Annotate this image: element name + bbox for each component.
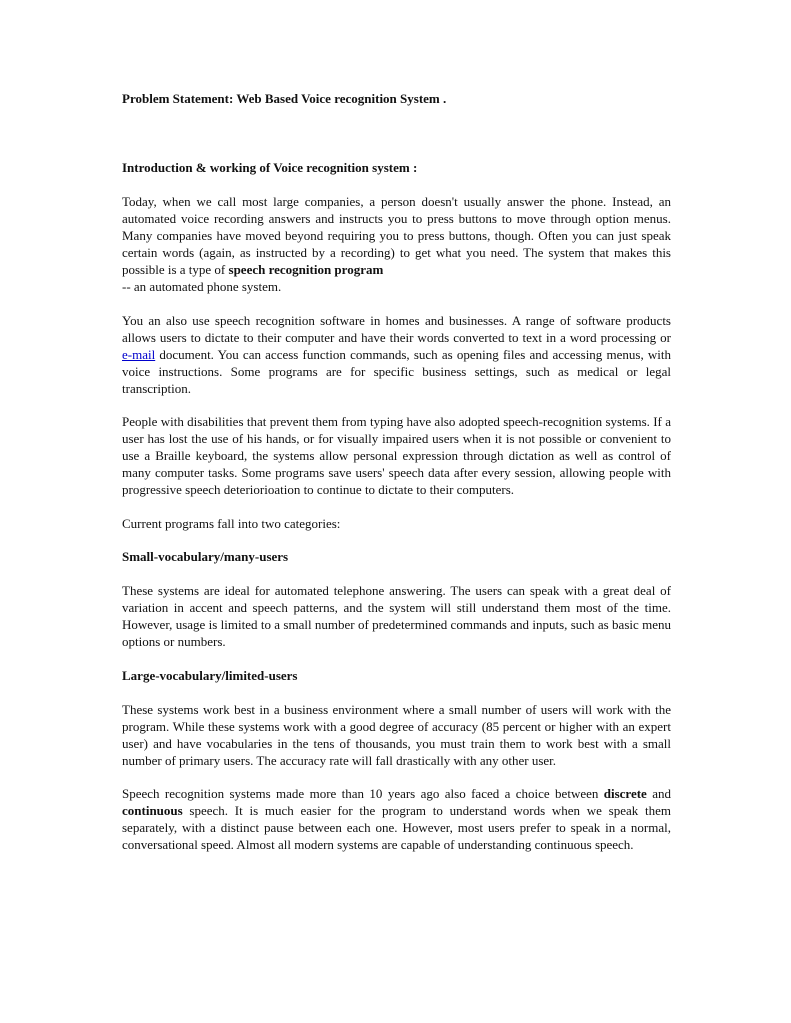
paragraph-automated-phone — [122, 193, 671, 295]
p7-mid: and — [646, 786, 671, 801]
p7-bold-continuous: continuous — [122, 803, 183, 818]
paragraph-disabilities: People with disabilities that prevent them from typing have also adopted speech-recognition systems. If a user has lost the use of his hands, or for visually impaired users when it is not possible or convenient to use a Braille keyboard, the systems allow personal expression through dictation as well as control of many computer tasks. Some programs save users' speech data after every session, allowing people with progressive speech deteriorioation to continue to dictate to their computers. — [122, 414, 671, 497]
p2-after: document. You can access function commands, such as opening files and accessing menus, with voice instructions. Some programs are for specific business settings, such as medical or legal transcription. — [122, 346, 671, 396]
heading-small-vocabulary: Small-vocabulary/many-users — [122, 549, 289, 564]
email-link[interactable]: e-mail — [122, 346, 156, 362]
document-page — [122, 90, 671, 870]
paragraph-discrete-continuous — [122, 785, 671, 853]
p7-after: speech. It is much easier for the program to understand words when we speak them separately, with a distinct pause between each one. However, most users prefer to speak in a normal, conversational speed. Almost all modern systems are capable of understanding continuous speech. — [122, 803, 671, 852]
p1-text: Today, when we call most large companies, a person doesn't usually answer the phone. Instead, an automated voice recording answers and instructs you to press buttons to move through option menus. Many companies have moved beyond requiring you to press buttons, though. Often you can just speak certain words (again, as instructed by a recording) to get what you need. The system that makes this possible is a type of — [122, 194, 671, 277]
paragraph-software-use — [122, 312, 671, 397]
paragraph-large-vocabulary: These systems work best in a business environment where a small number of users will work with the program. While these systems work with a good degree of accuracy (85 percent or higher with an expert user) and have vocabularies in the tens of thousands, you must train them to work best with a small number of primary users. The accuracy rate will fall drastically with any other user. — [122, 701, 671, 768]
intro-heading: Introduction & working of Voice recognition system : — [122, 160, 418, 175]
p2-before: You an also use speech recognition software in homes and businesses. A range of software products allows users to dictate to their computer and have their words converted to text in a word processing or — [122, 312, 671, 345]
document-title: Problem Statement: Web Based Voice recognition System . — [122, 91, 447, 106]
p1-bold-term: speech recognition program — [228, 262, 384, 277]
heading-large-vocabulary: Large-vocabulary/limited-users — [122, 667, 298, 683]
paragraph-small-vocabulary: These systems are ideal for automated telephone answering. The users can speak with a great deal of variation in accent and speech patterns, and the system will still understand them most of the time. However, usage is limited to a small number of predetermined commands and inputs, such as basic menu options or numbers. — [122, 583, 671, 649]
p1-after: -- an automated phone system. — [122, 279, 282, 294]
p7-bold-discrete: discrete — [603, 786, 647, 801]
paragraph-categories-intro: Current programs fall into two categories: — [122, 515, 341, 531]
p7-before: Speech recognition systems made more than 10 years ago also faced a choice between — [122, 786, 604, 801]
